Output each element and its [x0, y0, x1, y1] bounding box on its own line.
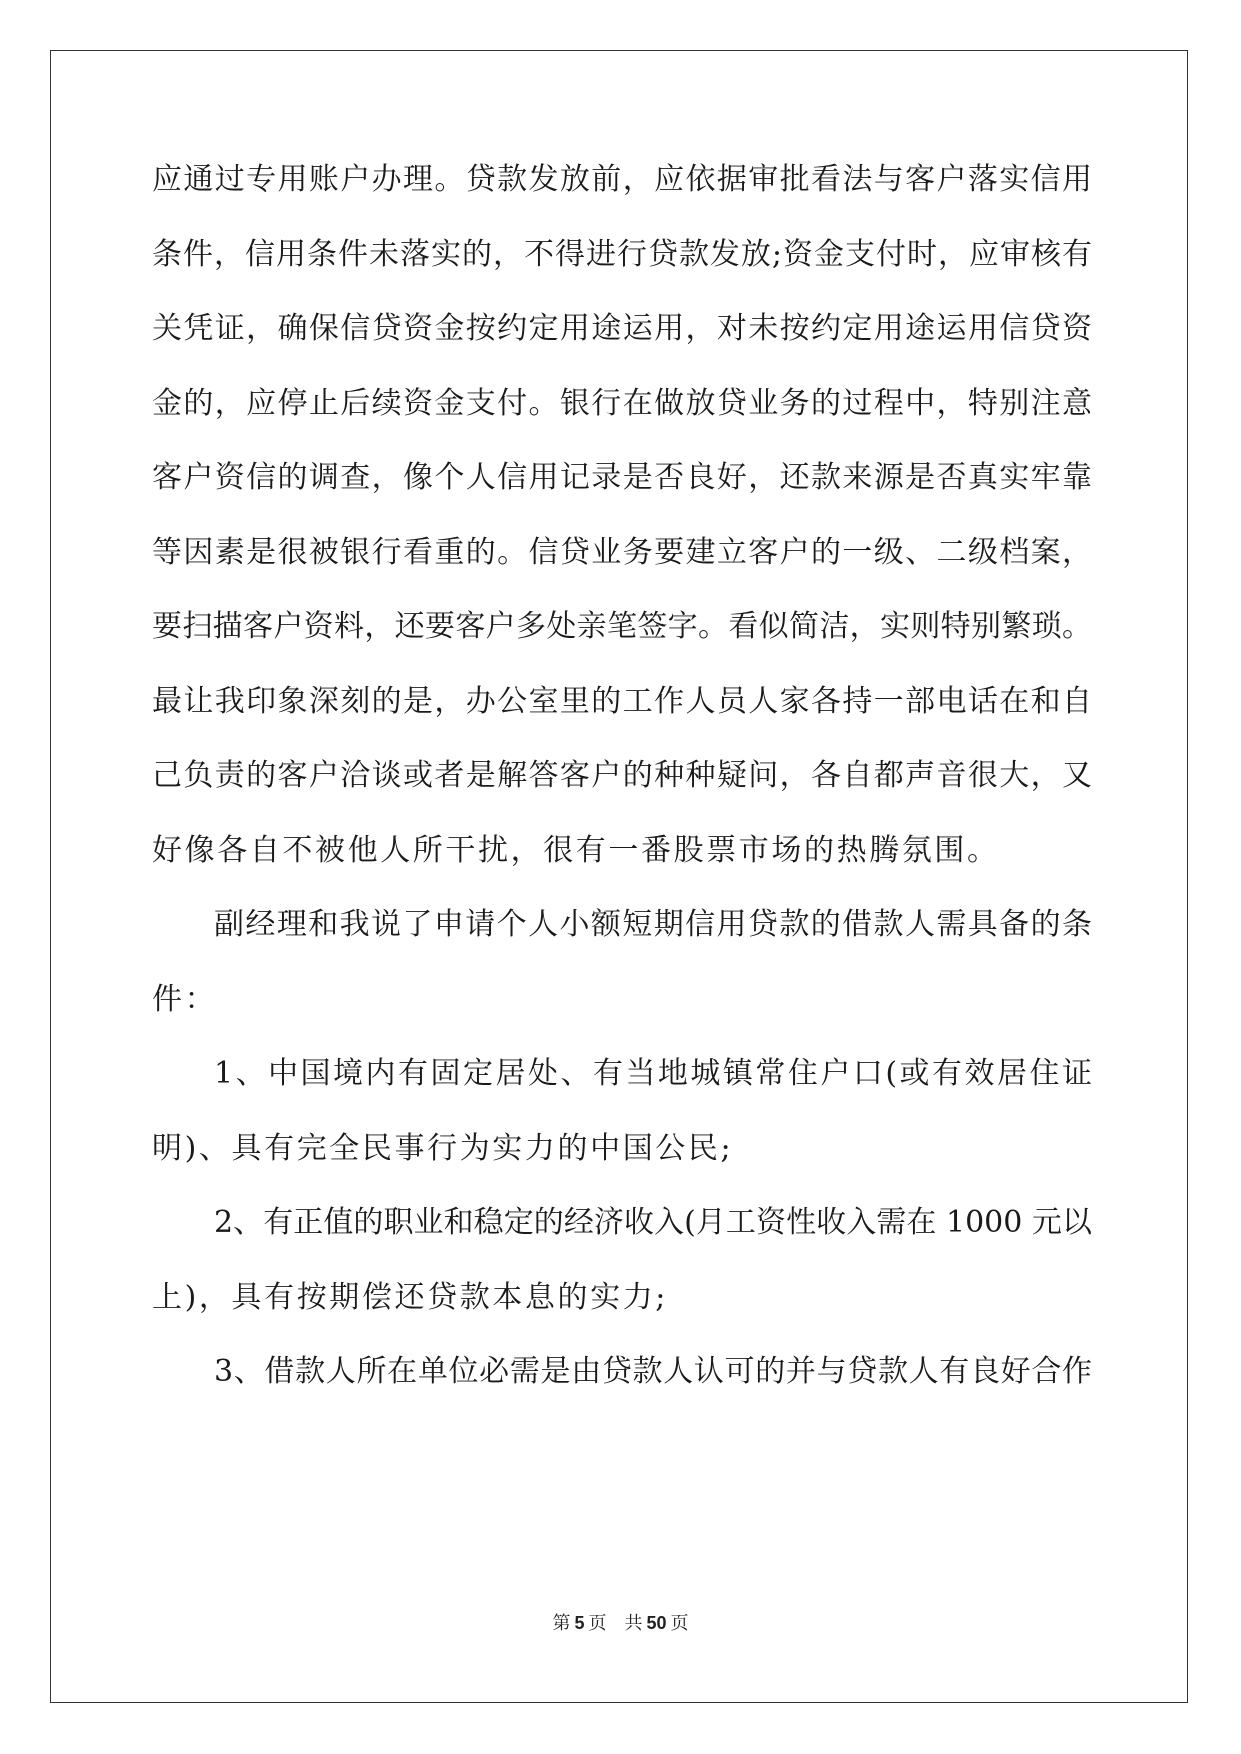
total-pages: 50 [646, 1613, 667, 1633]
page-number: 5 [574, 1613, 585, 1633]
page-border [50, 50, 1188, 1703]
text-line: 上)，具有按期偿还贷款本息的实力; [152, 1279, 669, 1315]
total-prefix: 共 [624, 1613, 643, 1634]
total-suffix: 页 [670, 1613, 689, 1634]
text-line: 等因素是很被银行看重的。信贷业务要建立客户的一级、二级档案， [152, 534, 1092, 570]
text-line: 要扫描客户资料，还要客户多处亲笔签字。看似简洁，实则特别繁琐。 [152, 609, 1092, 644]
page-suffix: 页 [588, 1613, 607, 1634]
text-line: 关凭证，确保信贷资金按约定用途运用，对未按约定用途运用信贷资 [152, 311, 1092, 346]
text-line: 3、借款人所在单位必需是由贷款人认可的并与贷款人有良好合作 [214, 1354, 1092, 1389]
text-line: 应通过专用账户办理。贷款发放前，应依据审批看法与客户落实信用 [152, 162, 1092, 197]
text-line: 条件，信用条件未落实的，不得进行贷款发放;资金支付时，应审核有 [152, 236, 1092, 272]
text-line: 2、有正值的职业和稳定的经济收入(月工资性收入需在 1000 元以 [214, 1205, 1092, 1240]
text-line: 己负责的客户洽谈或者是解答客户的种种疑问，各自都声音很大，又 [152, 758, 1092, 793]
page-prefix: 第 [552, 1613, 571, 1634]
page-footer [0, 1611, 1241, 1636]
text-line: 明)、具有完全民事行为实力的中国公民; [152, 1130, 734, 1166]
text-line: 副经理和我说了申请个人小额短期信用贷款的借款人需具备的条 [214, 907, 1092, 942]
text-line: 客户资信的调查，像个人信用记录是否良好，还款来源是否真实牢靠 [152, 460, 1092, 495]
text-line: 件： [152, 981, 218, 1017]
text-line: 金的，应停止后续资金支付。银行在做放贷业务的过程中，特别注意 [152, 385, 1092, 421]
text-line: 好像各自不被他人所干扰，很有一番股票市场的热腾氛围。 [152, 832, 1000, 868]
text-line: 最让我印象深刻的是，办公室里的工作人员人家各持一部电话在和自 [152, 683, 1092, 719]
text-line: 1、中国境内有固定居处、有当地城镇常住户口(或有效居住证 [214, 1056, 1092, 1091]
